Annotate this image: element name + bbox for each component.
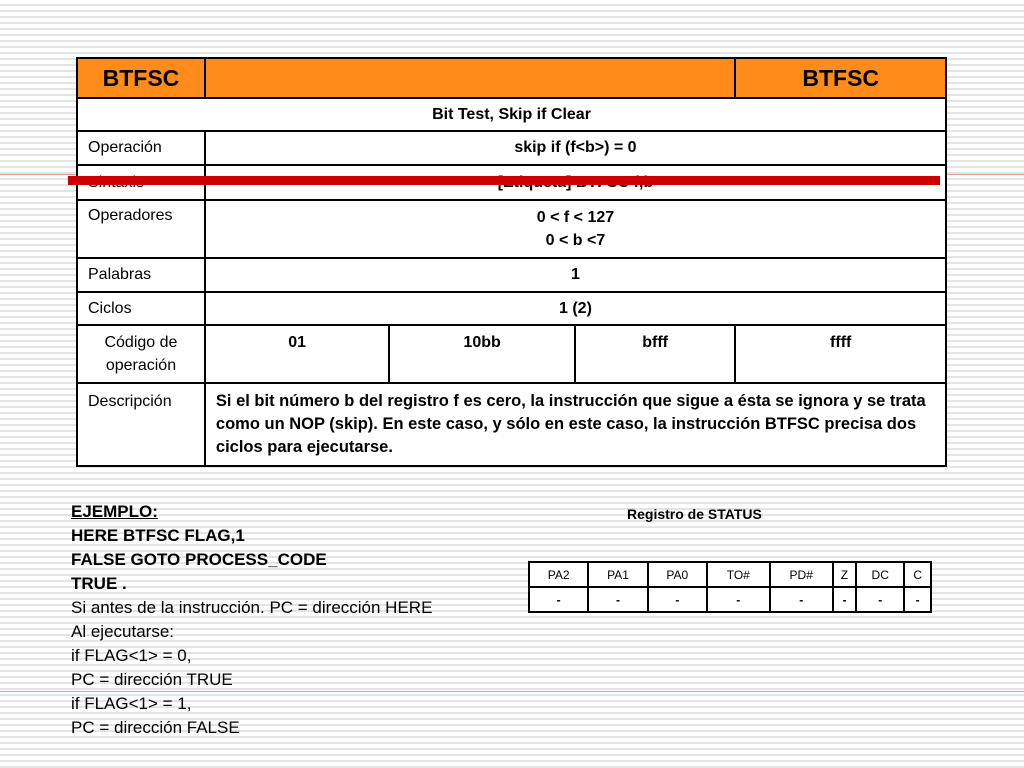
status-values-row [529,587,931,612]
operacion-label: Operación [77,131,205,165]
example-line-5: if FLAG<1> = 1, [71,694,192,713]
codigo-row [77,325,946,383]
example-code-line-2: FALSE GOTO PROCESS_CODE [71,550,327,569]
status-value-pa2: - [529,587,588,612]
example-line-2: Al ejecutarse: [71,622,174,641]
status-bit-pa1: PA1 [588,562,647,587]
operadores-label: Operadores [77,200,205,258]
operacion-row [77,131,946,165]
header-row [77,58,946,98]
red-accent-bar [68,176,940,185]
descripcion-bit-b: b [344,392,355,410]
example-block [71,500,432,740]
codigo-bits-4: ffff [735,325,946,383]
example-line-6: PC = dirección FALSE [71,718,240,737]
mnemonic-left: BTFSC [77,58,205,98]
descripcion-part-2: del registro [354,392,454,410]
status-value-pa1: - [588,587,647,612]
status-bit-z: Z [833,562,856,587]
descripcion-reg-f: f [453,392,459,410]
palabras-label: Palabras [77,258,205,292]
example-code-line-3: TRUE . [71,574,127,593]
codigo-label-line-1: Código de [104,334,178,351]
codigo-label-line-2: operación [105,357,177,374]
status-bit-pa2: PA2 [529,562,588,587]
status-value-dc: - [856,587,904,612]
operacion-value: skip if (f<b>) = 0 [205,131,946,165]
full-name-row [77,98,946,131]
codigo-bits-3: bfff [575,325,736,383]
example-title: EJEMPLO: [71,502,158,521]
example-line-4: PC = dirección TRUE [71,670,233,689]
codigo-label [77,325,205,383]
example-line-1: Si antes de la instrucción. PC = dirección HERE [71,598,433,617]
example-line-3: if FLAG<1> = 0, [71,646,192,665]
status-register-title: Registro de STATUS [627,506,762,522]
status-value-z: - [833,587,856,612]
full-name: Bit Test, Skip if Clear [77,98,946,131]
descripcion-part-3: es cero, la instrucción que sigue a ésta se ignora y se trata como un NOP (skip). En este caso, y sólo en este caso, la instrucción BTFSC precisa dos ciclos para ejecutarse. [215,392,926,456]
descripcion-part-1: Si el bit número [215,392,345,410]
status-value-pa0: - [648,587,707,612]
instruction-table [76,57,947,467]
status-bits-row [529,562,931,587]
status-bit-pd: PD# [770,562,833,587]
status-value-to: - [707,587,770,612]
status-value-c: - [904,587,931,612]
operadores-row [77,200,946,258]
descripcion-row [77,383,946,466]
status-bit-dc: DC [856,562,904,587]
operadores-line-1: 0 < f < 127 [536,209,615,226]
codigo-bits-2: 10bb [389,325,575,383]
descripcion-text [205,383,946,466]
palabras-value: 1 [205,258,946,292]
header-blank [205,58,736,98]
example-code-line-1: HERE BTFSC FLAG,1 [71,526,245,545]
operadores-value [205,200,946,258]
ciclos-row [77,292,946,325]
descripcion-label: Descripción [77,383,205,466]
operadores-line-2: 0 < b <7 [545,232,606,249]
ciclos-value: 1 (2) [205,292,946,325]
status-bit-pa0: PA0 [648,562,707,587]
codigo-bits-1: 01 [205,325,389,383]
palabras-row [77,258,946,292]
mnemonic-right: BTFSC [735,58,946,98]
ciclos-label: Ciclos [77,292,205,325]
status-bit-c: C [904,562,931,587]
status-bit-to: TO# [707,562,770,587]
status-register-table [528,561,932,613]
status-value-pd: - [770,587,833,612]
